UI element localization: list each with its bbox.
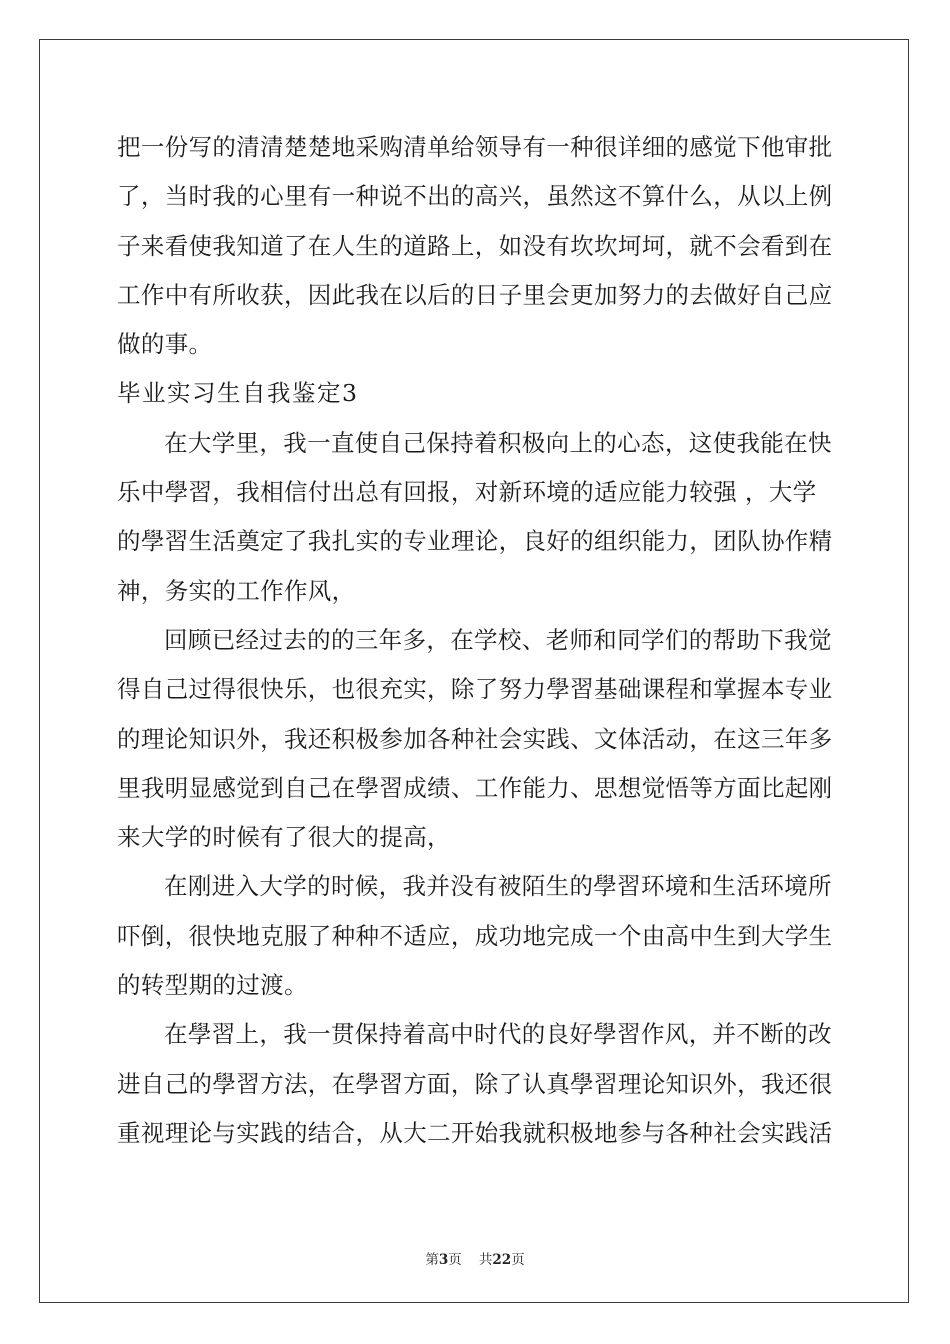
- paragraph-line: 回顾已经过去的的三年多，在学校、老师和同学们的帮助下我觉: [164, 625, 832, 654]
- paragraph-line: 神，务实的工作作风，: [117, 576, 356, 605]
- paragraph-line: 把一份写的清清楚楚地采购清单给领导有一种很详细的感觉下他审批: [117, 133, 833, 161]
- paragraph-line: 重视理论与实践的结合，从大二开始我就积极地参与各种社会实践活: [117, 1118, 833, 1147]
- paragraph-line: 吓倒，很快地克服了种种不适应，成功地完成一个由高中生到大学生: [117, 921, 833, 950]
- paragraph-line: 子来看使我知道了在人生的道路上，如没有坎坎坷坷，就不会看到在: [117, 231, 833, 260]
- page-separator: 页 共: [448, 1252, 493, 1268]
- paragraph-line: 里我明显感觉到自己在學習成绩、工作能力、思想觉悟等方面比起刚: [117, 773, 833, 802]
- paragraph-line: 工作中有所收获，因此我在以后的日子里会更加努力的去做好自己应: [117, 280, 833, 309]
- paragraph-line: 做的事。: [117, 330, 213, 359]
- section-heading: 毕业实习生自我鉴定3: [117, 379, 359, 408]
- paragraph-line: 乐中學習，我相信付出总有回报，对新环境的适应能力较强 ，大学: [117, 478, 817, 507]
- paragraph-line: 在學習上，我一贯保持着高中时代的良好學習作风，并不断的改: [164, 1020, 832, 1049]
- paragraph-line: 来大学的时候有了很大的提高，: [117, 823, 451, 852]
- page-number-footer: [0, 1248, 950, 1268]
- paragraph-line: 在刚进入大学的时候，我并没有被陌生的學習环境和生活环境所: [164, 872, 832, 901]
- paragraph-line: 在大学里，我一直使自己保持着积极向上的心态，这使我能在快: [164, 428, 832, 457]
- paragraph-line: 的學習生活奠定了我扎实的专业理论，良好的组织能力，团队协作精: [117, 527, 833, 556]
- page-suffix: 页: [511, 1252, 525, 1268]
- paragraph-line: 了，当时我的心里有一种说不出的高兴，虽然这不算什么，从以上例: [117, 182, 833, 211]
- paragraph-line: 的理论知识外，我还积极参加各种社会实践、文体活动，在这三年多: [117, 724, 833, 753]
- document-body: [117, 123, 835, 1158]
- current-page-number: 3: [438, 1252, 449, 1268]
- paragraph-line: 得自己过得很快乐，也很充实，除了努力學習基础课程和掌握本专业: [117, 675, 833, 704]
- page-prefix: 第: [425, 1252, 439, 1268]
- total-page-count: 22: [492, 1252, 512, 1268]
- paragraph-line: 进自己的學習方法，在學習方面，除了认真學習理论知识外，我还很: [117, 1069, 833, 1098]
- paragraph-line: 的转型期的过渡。: [117, 971, 308, 1000]
